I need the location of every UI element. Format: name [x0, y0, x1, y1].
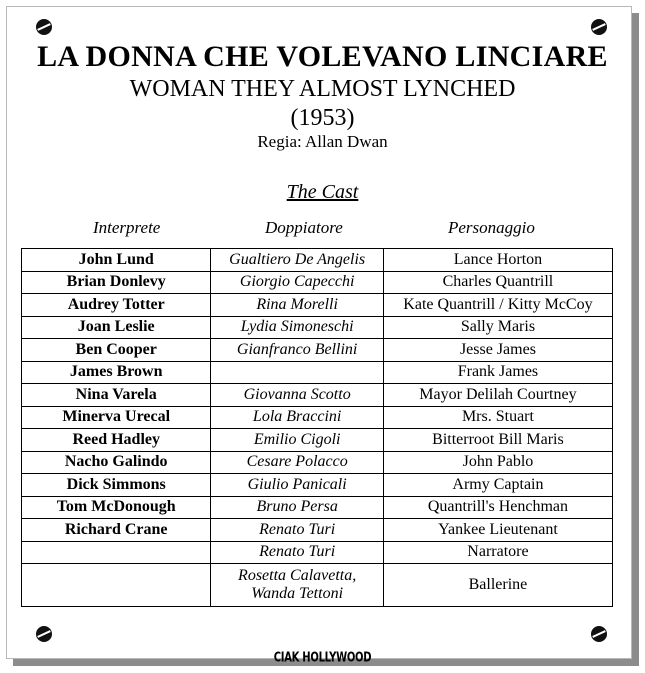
dubber-cell — [211, 361, 383, 384]
table-row — [22, 249, 613, 272]
dubber-cell: Giorgio Capecchi — [211, 271, 383, 294]
actor-cell: Dick Simmons — [22, 474, 211, 497]
character-cell: Narratore — [383, 541, 612, 564]
dubber-cell: Lola Braccini — [211, 406, 383, 429]
character-cell: Jesse James — [383, 339, 612, 362]
table-row — [22, 361, 613, 384]
actor-cell: Brian Donlevy — [22, 271, 211, 294]
table-row — [22, 384, 613, 407]
dubber-cell — [211, 564, 383, 607]
actor-cell: Joan Leslie — [22, 316, 211, 339]
logo-text: CIAK HOLLYWOOD — [273, 651, 372, 666]
dubber-line: Rosetta Calavetta, — [238, 567, 357, 584]
actor-cell: Nina Varela — [22, 384, 211, 407]
actor-cell: Richard Crane — [22, 519, 211, 542]
actor-cell: Minerva Urecal — [22, 406, 211, 429]
character-cell: Lance Horton — [383, 249, 612, 272]
dubber-cell: Gualtiero De Angelis — [211, 249, 383, 272]
table-row — [22, 294, 613, 317]
actor-cell: Audrey Totter — [22, 294, 211, 317]
column-header-actor: Interprete — [93, 218, 161, 237]
character-cell: Charles Quantrill — [383, 271, 612, 294]
actor-cell: Ben Cooper — [22, 339, 211, 362]
dubber-cell: Renato Turi — [211, 519, 383, 542]
character-cell: Mayor Delilah Courtney — [383, 384, 612, 407]
table-row — [22, 519, 613, 542]
character-cell: Frank James — [383, 361, 612, 384]
dubber-cell: Emilio Cigoli — [211, 429, 383, 452]
dubber-cell: Bruno Persa — [211, 496, 383, 519]
actor-cell: Reed Hadley — [22, 429, 211, 452]
dubber-cell: Gianfranco Bellini — [211, 339, 383, 362]
character-cell: Quantrill's Henchman — [383, 496, 612, 519]
screw-icon — [591, 19, 607, 35]
table-row — [22, 496, 613, 519]
actor-cell: Tom McDonough — [22, 496, 211, 519]
actor-cell: Nacho Galindo — [22, 451, 211, 474]
column-header-character: Personaggio — [448, 218, 535, 237]
actor-cell: James Brown — [22, 361, 211, 384]
film-director: Regia: Allan Dwan — [257, 132, 388, 151]
column-header-dubber: Doppiatore — [265, 218, 343, 237]
dubber-cell: Lydia Simoneschi — [211, 316, 383, 339]
table-row — [22, 339, 613, 362]
cast-table — [21, 248, 613, 607]
table-row — [22, 406, 613, 429]
character-cell: Bitterroot Bill Maris — [383, 429, 612, 452]
screw-icon — [36, 626, 52, 642]
table-row — [22, 271, 613, 294]
dubber-cell: Giulio Panicali — [211, 474, 383, 497]
character-cell: Ballerine — [383, 564, 612, 607]
dubber-cell: Renato Turi — [211, 541, 383, 564]
brand-logo — [0, 648, 645, 666]
character-cell: Mrs. Stuart — [383, 406, 612, 429]
dubber-cell: Cesare Polacco — [211, 451, 383, 474]
table-row — [22, 474, 613, 497]
cast-heading: The Cast — [286, 181, 359, 203]
screw-icon — [36, 19, 52, 35]
character-cell: John Pablo — [383, 451, 612, 474]
dubber-cell: Giovanna Scotto — [211, 384, 383, 407]
character-cell: Yankee Lieutenant — [383, 519, 612, 542]
actor-cell — [22, 564, 211, 607]
screw-icon — [591, 626, 607, 642]
dubber-cell: Rina Morelli — [211, 294, 383, 317]
film-original-title: WOMAN THEY ALMOST LYNCHED — [129, 76, 516, 102]
actor-cell: John Lund — [22, 249, 211, 272]
table-row — [22, 541, 613, 564]
table-row — [22, 564, 613, 607]
table-row — [22, 316, 613, 339]
dubber-line: Wanda Tettoni — [251, 585, 344, 602]
character-cell: Kate Quantrill / Kitty McCoy — [383, 294, 612, 317]
actor-cell — [22, 541, 211, 564]
film-year: (1953) — [290, 105, 355, 131]
table-row — [22, 429, 613, 452]
table-row — [22, 451, 613, 474]
film-title: LA DONNA CHE VOLEVANO LINCIARE — [37, 40, 608, 73]
character-cell: Army Captain — [383, 474, 612, 497]
character-cell: Sally Maris — [383, 316, 612, 339]
